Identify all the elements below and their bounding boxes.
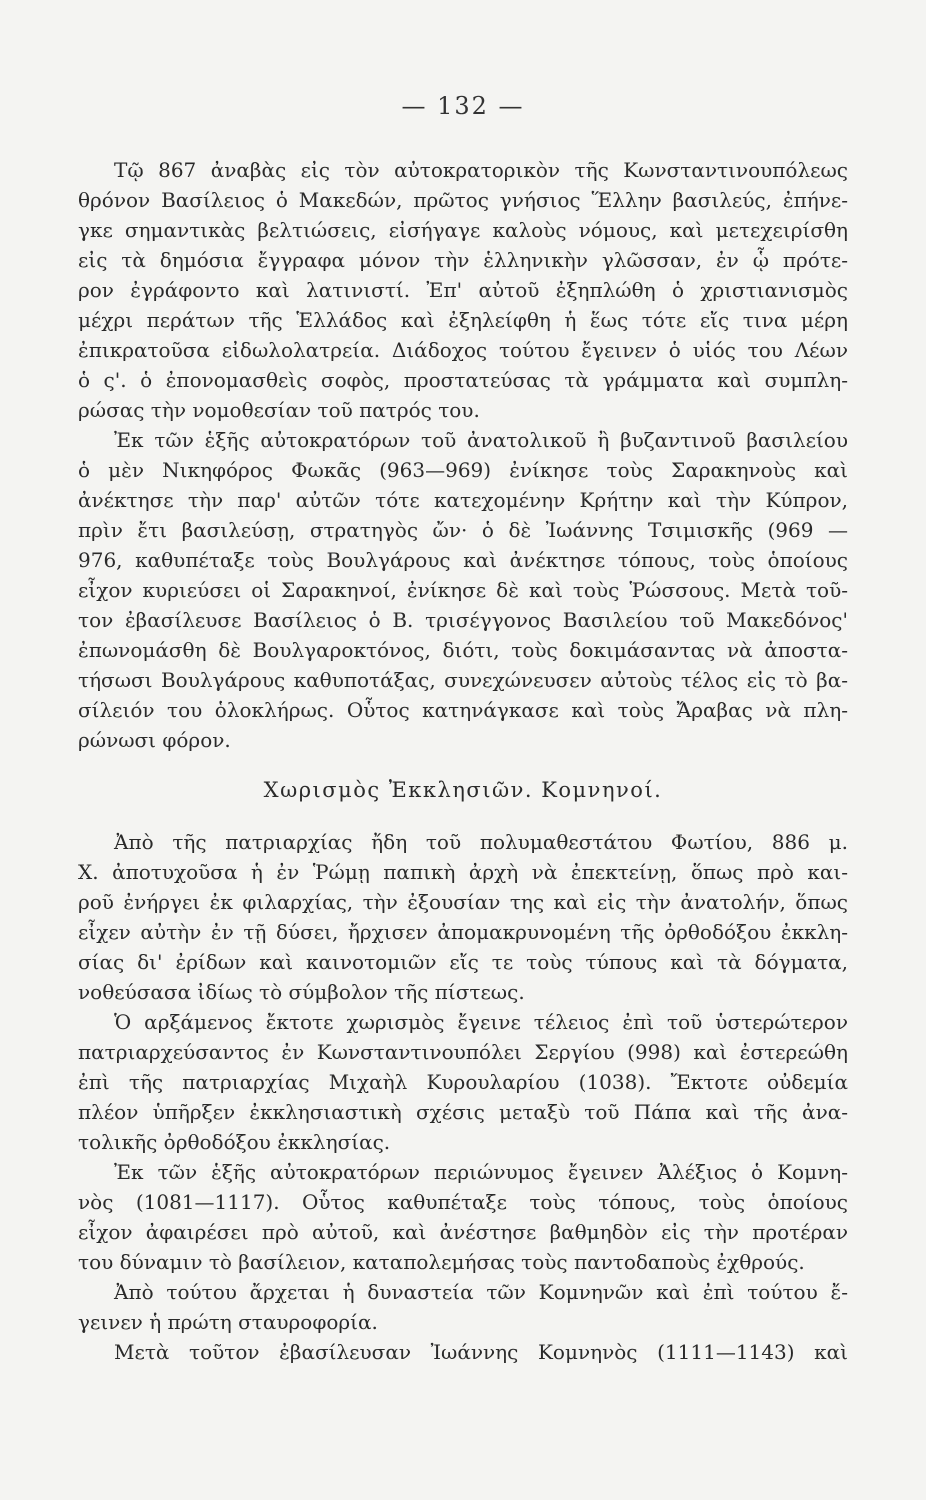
page-number: — 132 —: [401, 92, 525, 120]
text-line: σίας δι' ἐρίδων καὶ καινοτομιῶν εἴς τε τοὺς τύπους καὶ τὰ δόγματα,: [78, 950, 848, 974]
paragraph-alexios: [78, 1157, 848, 1277]
text-line: τολικῆς ὀρθοδόξου ἐκκλησίας.: [78, 1130, 391, 1154]
text-line: ρώνωσι φόρον.: [78, 728, 231, 752]
text-line: του δύναμιν τὸ βασίλειον, καταπολεμήσας τοὺς παντοδαποὺς ἐχθρούς.: [78, 1250, 805, 1274]
paragraph-john-komnenos: [78, 1337, 848, 1367]
text-line: ἐπικρατοῦσα εἰδωλολατρεία. Διάδοχος τούτου ἔγεινεν ὁ υἱός του Λέων: [78, 338, 848, 362]
text-line: 976, καθυπέταξε τοὺς Βουλγάρους καὶ ἀνέκτησε τόπους, τοὺς ὁποίους: [78, 548, 848, 572]
text-line: εἰς τὰ δημόσια ἔγγραφα μόνον τὴν ἑλληνικὴν γλῶσσαν, ἐν ᾧ πρότε-: [78, 248, 848, 272]
paragraph-schism: [78, 1007, 848, 1157]
text-line: νὸς (1081—1117). Οὗτος καθυπέταξε τοὺς τόπους, τοὺς ὁποίους: [78, 1190, 848, 1214]
text-line: ρον ἐγράφοντο καὶ λατινιστί. Ἐπ' αὐτοῦ ἐξηπλώθη ὁ χριστιανισμὸς: [78, 278, 848, 302]
text-line: εἶχον κυριεύσει οἱ Σαρακηνοί, ἐνίκησε δὲ καὶ τοὺς Ῥώσσους. Μετὰ τοῦ-: [78, 578, 848, 602]
text-line: Ἀπὸ τούτου ἄρχεται ἡ δυναστεία τῶν Κομνηνῶν καὶ ἐπὶ τούτου ἔ-: [114, 1280, 848, 1304]
text-line: ἐπωνομάσθη δὲ Βουλγαροκτόνος, διότι, τοὺς δοκιμάσαντας νὰ ἀποστα-: [78, 638, 848, 662]
text-line: πρὶν ἔτι βασιλεύσῃ, στρατηγὸς ὤν· ὁ δὲ Ἰωάννης Τσιμισκῆς (969 —: [78, 518, 848, 542]
text-line: νοθεύσασα ἰδίως τὸ σύμβολον τῆς πίστεως.: [78, 980, 525, 1004]
text-line: ἀνέκτησε τὴν παρ' αὐτῶν τότε κατεχομένην Κρήτην καὶ τὴν Κύπρον,: [78, 488, 848, 512]
text-line: πατριαρχεύσαντος ἐν Κωνσταντινουπόλει Σεργίου (998) καὶ ἐστερεώθη: [78, 1040, 848, 1064]
text-line: θρόνον Βασίλειος ὁ Μακεδών, πρῶτος γνήσιος Ἕλλην βασιλεύς, ἐπήνε-: [78, 188, 848, 212]
text-line: τον ἐβασίλευσε Βασίλειος ὁ Β. τρισέγγονος Βασιλείου τοῦ Μακεδόνος': [78, 608, 848, 632]
text-line: εἶχον ἀφαιρέσει πρὸ αὐτοῦ, καὶ ἀνέστησε βαθμηδὸν εἰς τὴν προτέραν: [78, 1220, 848, 1244]
text-line: Ὁ αρξάμενος ἔκτοτε χωρισμὸς ἔγεινε τέλειος ἐπὶ τοῦ ὑστερώτερον: [114, 1010, 848, 1034]
text-line: μέχρι περάτων τῆς Ἑλλάδος καὶ ἐξηλείφθη ἡ ἕως τότε εἴς τινα μέρη: [78, 308, 848, 332]
text-line: τήσωσι Βουλγάρους καθυποτάξας, συνεχώνευσεν αὐτοὺς τέλος εἰς τὸ βα-: [78, 668, 848, 692]
text-line: ὁ μὲν Νικηφόρος Φωκᾶς (963—969) ἐνίκησε τοὺς Σαρακηνοὺς καὶ: [78, 458, 848, 482]
text-line: Μετὰ τοῦτον ἐβασίλευσαν Ἰωάννης Κομνηνὸς (1111—1143) καὶ: [114, 1340, 848, 1364]
paragraph-komnenoi: [78, 1277, 848, 1337]
text-line: Ἀπὸ τῆς πατριαρχίας ἤδη τοῦ πολυμαθεστάτου Φωτίου, 886 μ.: [114, 830, 848, 854]
text-line: Χ. ἀποτυχοῦσα ἡ ἐν Ῥώμῃ παπικὴ ἀρχὴ νὰ ἐπεκτείνῃ, ὅπως πρὸ και-: [78, 860, 848, 884]
paragraph-basil-macedonian: [78, 155, 848, 425]
text-line: ὁ ς'. ὁ ἐπονομασθεὶς σοφὸς, προστατεύσας τὰ γράμματα καὶ συμπλη-: [78, 368, 848, 392]
text-line: ρώσας τὴν νομοθεσίαν τοῦ πατρός του.: [78, 398, 480, 422]
text-line: Ἐκ τῶν ἑξῆς αὐτοκρατόρων τοῦ ἀνατολικοῦ ἢ βυζαντινοῦ βασιλείου: [114, 428, 848, 452]
text-line: σίλειόν του ὁλοκλήρως. Οὗτος κατηνάγκασε καὶ τοὺς Ἄραβας νὰ πλη-: [78, 698, 848, 722]
page-body: [78, 155, 848, 1367]
text-line: Τῷ 867 ἀναβὰς εἰς τὸν αὐτοκρατορικὸν τῆς Κωνσταντινουπόλεως: [114, 158, 848, 182]
text-line: γκε σημαντικὰς βελτιώσεις, εἰσήγαγε καλοὺς νόμους, καὶ μετεχειρίσθη: [78, 218, 848, 242]
paragraph-later-emperors: [78, 425, 848, 755]
text-line: Ἐκ τῶν ἑξῆς αὐτοκρατόρων περιώνυμος ἔγεινεν Ἀλέξιος ὁ Κομνη-: [114, 1160, 848, 1184]
section-heading: Χωρισμὸς Ἐκκλησιῶν. Κομνηνοί.: [263, 778, 663, 802]
text-line: ἐπὶ τῆς πατριαρχίας Μιχαὴλ Κυρουλαρίου (1038). Ἔκτοτε οὐδεμία: [78, 1070, 848, 1094]
text-line: πλέον ὑπῆρξεν ἐκκλησιαστικὴ σχέσις μεταξὺ τοῦ Πάπα καὶ τῆς ἀνα-: [78, 1100, 848, 1124]
text-line: γεινεν ἡ πρώτη σταυροφορία.: [78, 1310, 378, 1334]
text-line: ροῦ ἐνήργει ἐκ φιλαρχίας, τὴν ἐξουσίαν της καὶ εἰς τὴν ἀνατολήν, ὅπως: [78, 890, 848, 914]
paragraph-photius: [78, 827, 848, 1007]
text-line: εἶχεν αὐτὴν ἐν τῇ δύσει, ἤρχισεν ἀπομακρυνομένη τῆς ὀρθοδόξου ἐκκλη-: [78, 920, 848, 944]
